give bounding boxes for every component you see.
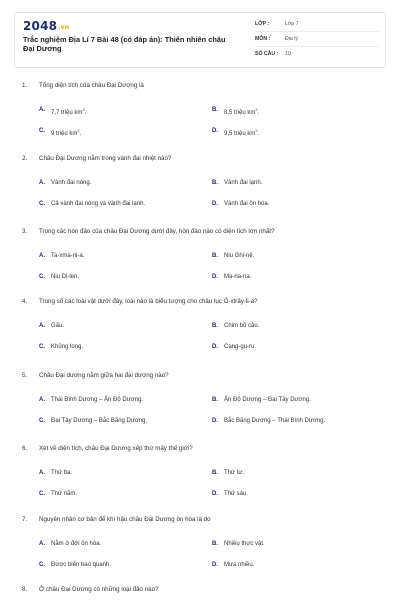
option-text-main: 9 triệu km bbox=[51, 131, 78, 137]
option-text-main: Đại Tây Dương – Bắc Băng Dương. bbox=[51, 418, 148, 424]
option-text bbox=[51, 397, 143, 403]
answer-option-d[interactable] bbox=[212, 201, 269, 207]
logo-main: 2048 bbox=[23, 19, 58, 33]
question-label: Xét về diện tích, châu Đại Dương xếp thứ mấy thế giới? bbox=[39, 445, 193, 452]
option-text-main: Vành đai lạnh. bbox=[224, 180, 263, 186]
option-text bbox=[224, 128, 259, 137]
option-text bbox=[51, 107, 86, 116]
answer-option-c[interactable] bbox=[39, 562, 111, 568]
option-letter: D. bbox=[212, 128, 218, 134]
answer-option-c[interactable] bbox=[39, 201, 145, 207]
question-number: 3. bbox=[22, 228, 28, 235]
option-text-main: Mưa nhiều. bbox=[224, 562, 255, 568]
option-superscript: 2 bbox=[82, 107, 85, 112]
question-number: 1. bbox=[22, 82, 28, 89]
option-letter: D. bbox=[212, 491, 218, 497]
option-text-tail: . bbox=[84, 110, 87, 116]
answer-options bbox=[22, 379, 382, 429]
option-text-main: Chim bồ câu. bbox=[224, 323, 260, 329]
question-label: Châu Đại dương nằm giữa hai đại dương nào? bbox=[39, 372, 169, 379]
meta-label: LỚP : bbox=[255, 21, 270, 27]
option-letter: C. bbox=[39, 562, 45, 568]
option-text bbox=[51, 180, 91, 186]
option-text bbox=[51, 491, 77, 497]
option-text bbox=[51, 470, 72, 476]
question-text bbox=[22, 372, 382, 379]
option-text-main: Vành đai ôn hòa. bbox=[224, 201, 270, 207]
option-text-main: Thái Bình Dương – Ấn Độ Dương. bbox=[51, 397, 143, 403]
option-text bbox=[224, 107, 259, 116]
meta-value: Lớp 7 bbox=[285, 21, 299, 27]
option-text-tail: . bbox=[79, 131, 82, 137]
option-letter: D. bbox=[212, 418, 218, 424]
question-text bbox=[22, 445, 382, 452]
option-letter: C. bbox=[39, 491, 45, 497]
option-letter: A. bbox=[39, 541, 45, 547]
option-letter: D. bbox=[212, 201, 218, 207]
answer-option-d[interactable] bbox=[212, 128, 259, 137]
question-number: 7. bbox=[22, 516, 28, 523]
option-text bbox=[51, 201, 145, 207]
option-text bbox=[224, 470, 244, 476]
answer-option-a[interactable] bbox=[39, 253, 84, 259]
quiz-title: Trắc nghiệm Địa Lí 7 Bài 48 (có đáp án): Thiên nhiên châu Đại Dương bbox=[23, 35, 226, 53]
question-label: Châu Đại Dương nằm trong vành đai nhiệt nào? bbox=[39, 155, 172, 162]
question-8 bbox=[22, 586, 382, 593]
answer-option-b[interactable] bbox=[212, 323, 259, 329]
option-letter: A. bbox=[39, 470, 45, 476]
option-text-main: Được biển bao quanh. bbox=[51, 562, 111, 568]
answer-option-b[interactable] bbox=[212, 180, 262, 186]
question-number: 4. bbox=[22, 298, 28, 305]
answer-option-a[interactable] bbox=[39, 180, 91, 186]
question-3 bbox=[22, 228, 382, 285]
option-letter: C. bbox=[39, 344, 45, 350]
option-text bbox=[51, 541, 101, 547]
answer-option-b[interactable] bbox=[212, 470, 244, 476]
question-1 bbox=[22, 82, 382, 139]
option-text-main: Cả vành đai nóng và vành đai lạnh. bbox=[51, 201, 146, 207]
option-text bbox=[224, 344, 256, 350]
option-letter: A. bbox=[39, 107, 45, 113]
option-text-tail: . bbox=[257, 110, 260, 116]
option-text-main: Niu Di-len. bbox=[51, 274, 80, 280]
option-superscript: 2 bbox=[255, 107, 258, 112]
answer-option-a[interactable] bbox=[39, 397, 143, 403]
option-text-main: Gấu. bbox=[51, 323, 65, 329]
answer-option-a[interactable] bbox=[39, 470, 72, 476]
option-text-main: 9,5 triệu km bbox=[224, 131, 256, 137]
answer-options bbox=[22, 523, 382, 573]
option-letter: D. bbox=[212, 344, 218, 350]
option-letter: A. bbox=[39, 253, 45, 259]
option-text bbox=[51, 323, 64, 329]
question-text bbox=[22, 155, 382, 162]
question-4 bbox=[22, 298, 382, 355]
answer-options bbox=[22, 305, 382, 355]
answer-option-c[interactable] bbox=[39, 344, 83, 350]
answer-option-c[interactable] bbox=[39, 274, 79, 280]
option-text bbox=[224, 201, 269, 207]
question-6 bbox=[22, 445, 382, 502]
answer-option-b[interactable] bbox=[212, 397, 311, 403]
option-letter: A. bbox=[39, 180, 45, 186]
option-text bbox=[51, 253, 84, 259]
option-text-main: Nằm ở đới ôn hòa. bbox=[51, 541, 102, 547]
question-5 bbox=[22, 372, 382, 429]
answer-option-b[interactable] bbox=[212, 107, 259, 116]
answer-option-a[interactable] bbox=[39, 541, 101, 547]
option-letter: B. bbox=[212, 323, 218, 329]
option-letter: D. bbox=[212, 562, 218, 568]
answer-option-c[interactable] bbox=[39, 128, 81, 137]
question-text bbox=[22, 586, 382, 593]
question-number: 5. bbox=[22, 372, 28, 379]
option-text-main: Thứ năm. bbox=[51, 491, 78, 497]
answer-option-d[interactable] bbox=[212, 344, 256, 350]
question-text bbox=[22, 516, 382, 523]
answer-option-d[interactable] bbox=[212, 491, 248, 497]
option-text-main: Thứ tư. bbox=[224, 470, 245, 476]
answer-options bbox=[22, 452, 382, 502]
option-text-main: Cang-gu-ru. bbox=[224, 344, 257, 350]
option-text-main: 7,7 triệu km bbox=[51, 110, 83, 116]
question-number: 6. bbox=[22, 445, 28, 452]
option-letter: B. bbox=[212, 470, 218, 476]
option-superscript: 2 bbox=[255, 128, 258, 133]
option-letter: B. bbox=[212, 541, 218, 547]
answer-option-d[interactable] bbox=[212, 418, 325, 424]
option-text bbox=[51, 274, 79, 280]
question-text bbox=[22, 82, 382, 89]
option-text-main: Thứ sáu. bbox=[224, 491, 249, 497]
option-text bbox=[224, 253, 254, 259]
option-text-main: Bắc Băng Dương – Thái Bình Dương. bbox=[224, 418, 326, 424]
meta-value: Địa lý bbox=[285, 36, 298, 42]
meta-label: MÔN : bbox=[255, 36, 271, 42]
option-text-main: Niu Ghi-nê. bbox=[224, 253, 255, 259]
option-text-main: Thứ ba. bbox=[51, 470, 73, 476]
option-letter: A. bbox=[39, 323, 45, 329]
option-letter: C. bbox=[39, 274, 45, 280]
question-2 bbox=[22, 155, 382, 212]
option-letter: A. bbox=[39, 397, 45, 403]
option-letter: B. bbox=[212, 253, 218, 259]
option-text bbox=[224, 274, 251, 280]
answer-options bbox=[22, 235, 382, 285]
answer-options bbox=[22, 162, 382, 212]
option-text bbox=[51, 418, 147, 424]
meta-value: 10 bbox=[285, 51, 291, 57]
answer-options bbox=[22, 89, 382, 139]
option-letter: C. bbox=[39, 201, 45, 207]
option-letter: C. bbox=[39, 418, 45, 424]
question-text bbox=[22, 228, 382, 235]
option-letter: B. bbox=[212, 107, 218, 113]
option-text bbox=[51, 562, 111, 568]
answer-option-c[interactable] bbox=[39, 491, 77, 497]
question-number: 2. bbox=[22, 155, 28, 162]
answer-option-a[interactable] bbox=[39, 323, 64, 329]
question-label: Trong số các loài vật dưới đây, loài nào là biểu tượng cho châu lục Ô-xtrây-li-a? bbox=[39, 298, 258, 305]
option-text bbox=[51, 344, 83, 350]
option-text-main: Vành đai nóng. bbox=[51, 180, 92, 186]
option-text-tail: . bbox=[257, 131, 260, 137]
option-letter: B. bbox=[212, 397, 218, 403]
option-text bbox=[224, 180, 262, 186]
option-letter: C. bbox=[39, 128, 45, 134]
answer-option-b[interactable] bbox=[212, 541, 265, 547]
option-text-main: Ta-xma-ni-a. bbox=[51, 253, 85, 259]
option-text bbox=[224, 418, 325, 424]
question-label: Ở châu Đại Dương có những loại đảo nào? bbox=[39, 586, 159, 593]
option-text-main: Khủng long. bbox=[51, 344, 84, 350]
question-label: Trong các hòn đảo của châu Đại Dương dưới đây, hòn đảo nào có diện tích lớn nhất? bbox=[39, 228, 275, 235]
option-text bbox=[224, 541, 265, 547]
answer-option-d[interactable] bbox=[212, 562, 254, 568]
option-superscript: 2 bbox=[77, 128, 80, 133]
meta-label: SỐ CÂU : bbox=[255, 51, 279, 57]
option-text-main: Ma-ria-na. bbox=[224, 274, 252, 280]
option-text bbox=[224, 323, 259, 329]
option-text-main: Nhiều thực vật. bbox=[224, 541, 265, 547]
question-7 bbox=[22, 516, 382, 573]
option-text-main: Ấn Độ Dương – Đại Tây Dương. bbox=[224, 397, 311, 403]
option-text bbox=[51, 128, 81, 137]
answer-option-b[interactable] bbox=[212, 253, 254, 259]
option-letter: D. bbox=[212, 274, 218, 280]
option-text-main: 8,5 triệu km bbox=[224, 110, 256, 116]
option-text bbox=[224, 397, 311, 403]
question-number: 8. bbox=[22, 586, 28, 593]
answer-option-a[interactable] bbox=[39, 107, 86, 116]
option-text bbox=[224, 562, 254, 568]
option-letter: B. bbox=[212, 180, 218, 186]
option-text bbox=[224, 491, 248, 497]
logo-sub: .vn bbox=[58, 24, 70, 31]
question-label: Tổng diện tích của châu Đại Dương là bbox=[39, 82, 144, 89]
question-text bbox=[22, 298, 382, 305]
answer-option-c[interactable] bbox=[39, 418, 147, 424]
answer-option-d[interactable] bbox=[212, 274, 251, 280]
question-label: Nguyên nhân cơ bản để khí hậu châu Đại Dương ôn hòa là do bbox=[39, 516, 211, 523]
